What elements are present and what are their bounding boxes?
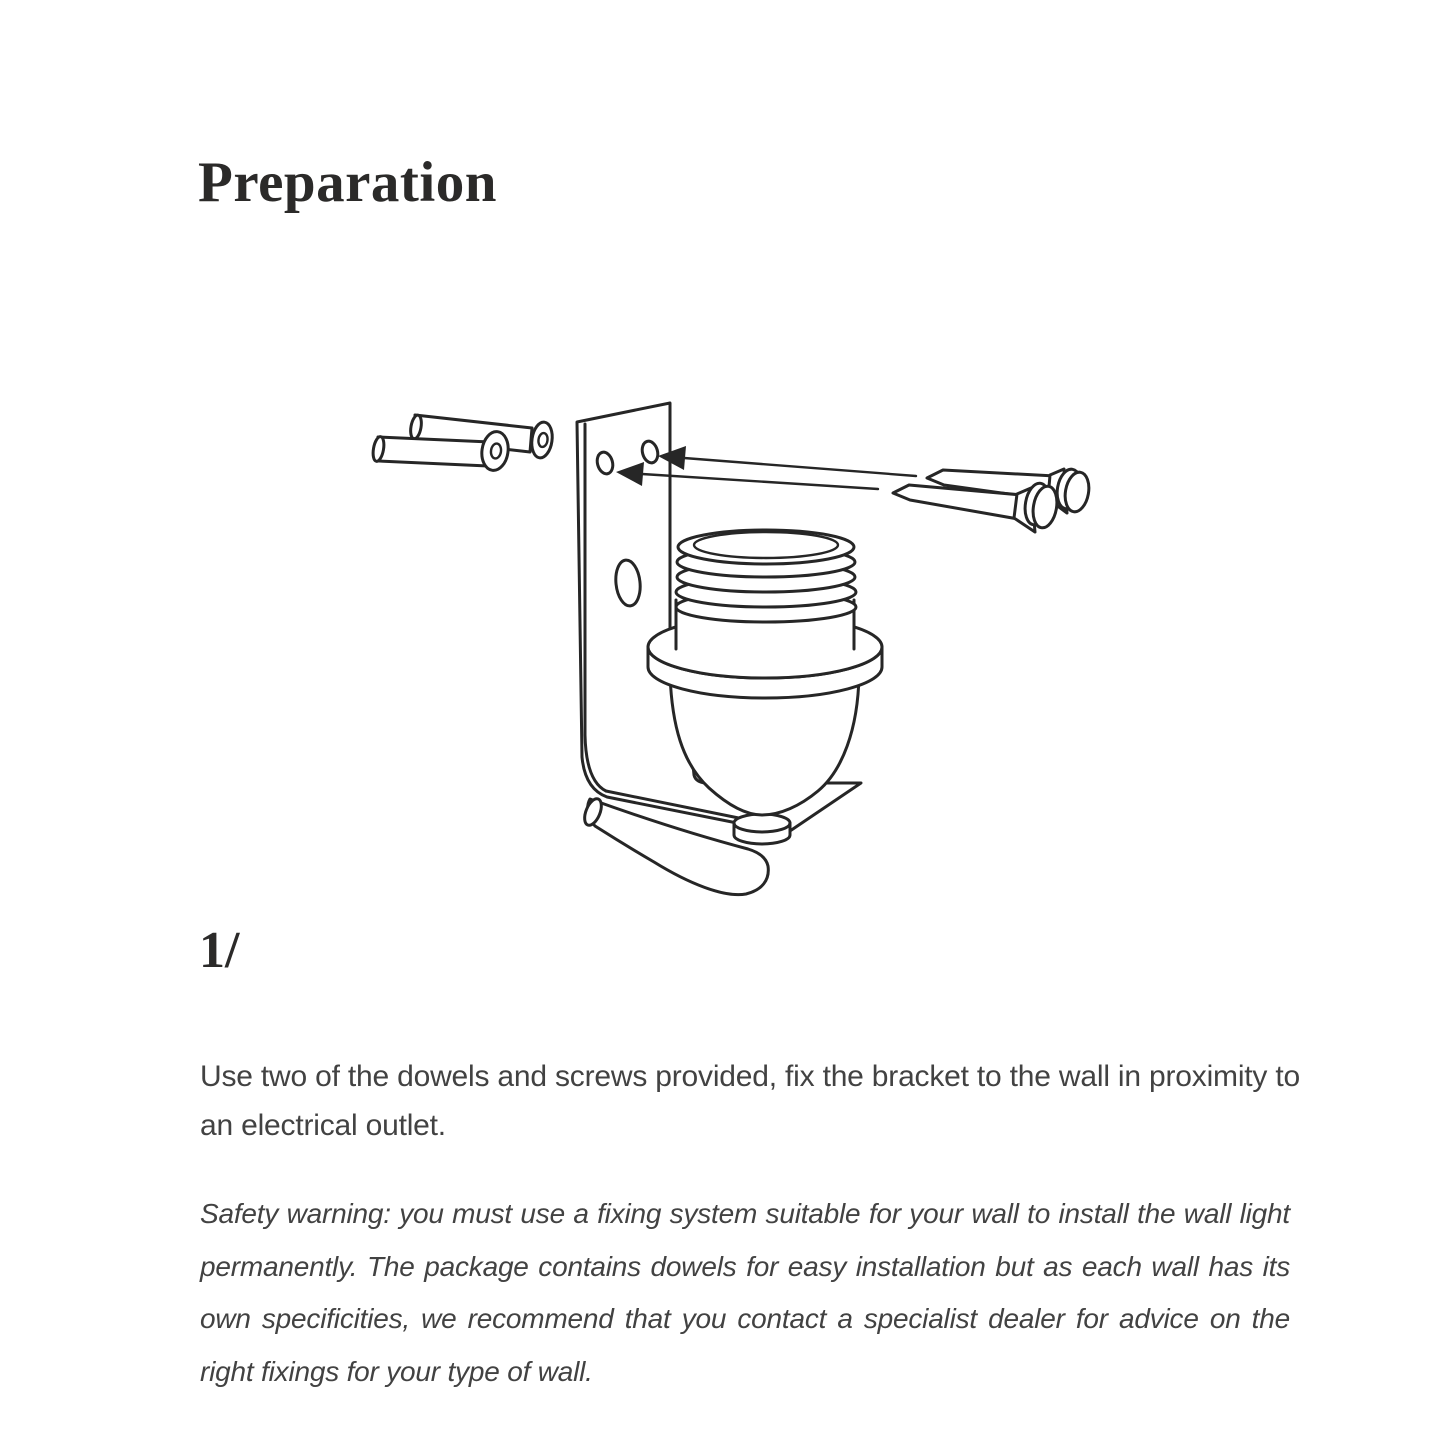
- step-number: 1/: [199, 922, 240, 979]
- step-instruction: Use two of the dowels and screws provided, fix the bracket to the wall in proximity to an electrical outlet.: [200, 1060, 1300, 1142]
- installation-illustration: [350, 385, 1120, 915]
- socket-threads: [676, 530, 856, 622]
- bracket-fixing-diagram: [350, 385, 1120, 915]
- wall-dowels: [371, 414, 554, 472]
- wall-screws: [893, 467, 1092, 532]
- page-title: Preparation: [198, 151, 497, 215]
- safety-warning: Safety warning: you must use a fixing system suitable for your wall to install the wall light permanently. The package contains dowels for easy installation but as each wall has its own specificities, we recommend that you contact a specialist dealer for advice on the right fixings for your type of wall.: [200, 1198, 1290, 1387]
